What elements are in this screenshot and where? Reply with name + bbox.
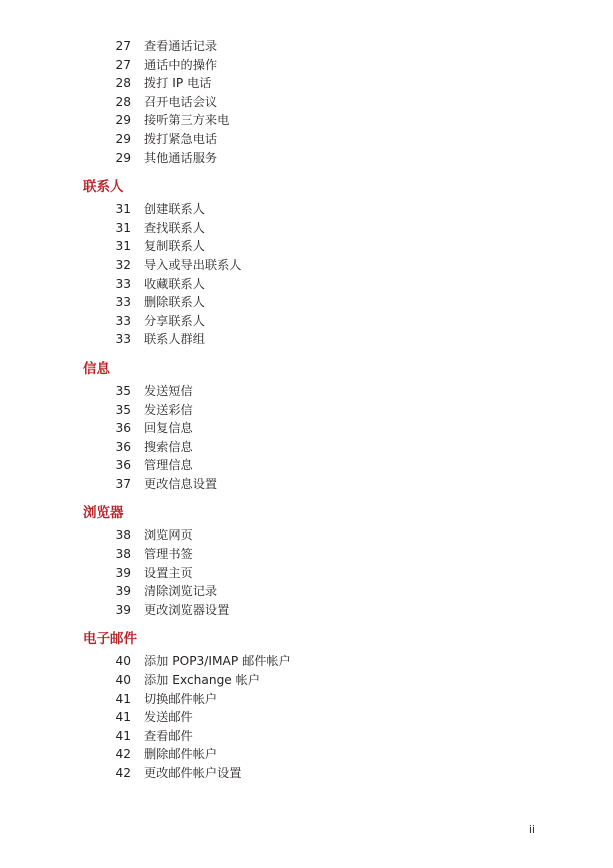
toc-entry-page: 33 [115, 295, 131, 310]
toc-entry[interactable] [0, 111, 613, 130]
toc-entry[interactable] [0, 256, 613, 275]
section-title[interactable]: 信息 [83, 360, 110, 377]
toc-entry-title: 分享联系人 [144, 313, 205, 328]
section-title[interactable]: 电子邮件 [83, 631, 137, 648]
toc-entry-page: 38 [115, 547, 131, 562]
toc-entry[interactable] [0, 56, 613, 75]
toc-section-browser [0, 502, 613, 619]
toc-entry[interactable] [0, 219, 613, 238]
toc-entry[interactable] [0, 526, 613, 545]
toc-entry-page: 35 [115, 383, 131, 398]
toc-entry-page: 41 [115, 691, 131, 706]
toc-entry-page: 29 [115, 113, 131, 128]
toc-entry[interactable] [0, 727, 613, 746]
toc-entry[interactable] [0, 401, 613, 420]
toc-entry-page: 39 [115, 584, 131, 599]
toc-entry-title: 发送彩信 [144, 402, 193, 417]
toc-entry-title: 联系人群组 [144, 332, 205, 347]
toc-entry-page: 40 [115, 654, 131, 669]
toc-entry-title: 添加 POP3/IMAP 邮件帐户 [144, 654, 291, 669]
toc-entry-title: 切换邮件帐户 [144, 691, 218, 706]
toc-entry-page: 36 [115, 439, 131, 454]
toc-entry-title: 导入或导出联系人 [144, 257, 242, 272]
toc-entry-title: 清除浏览记录 [144, 584, 218, 599]
toc-entry-page: 29 [115, 131, 131, 146]
toc-entry[interactable] [0, 582, 613, 601]
toc-entry[interactable] [0, 130, 613, 149]
toc-entry-title: 更改邮件帐户设置 [144, 766, 242, 780]
toc-entry[interactable] [0, 93, 613, 112]
toc-entry-page: 32 [115, 257, 131, 272]
toc-entry[interactable] [0, 690, 613, 709]
toc-entry-title: 接听第三方来电 [144, 113, 230, 128]
toc-entry-title: 搜索信息 [144, 439, 193, 454]
toc-entry-title: 召开电话会议 [144, 94, 218, 109]
section-title[interactable]: 浏览器 [83, 505, 124, 522]
toc-entry[interactable] [0, 671, 613, 690]
toc-entry-title: 发送邮件 [144, 710, 193, 725]
toc-entry-page: 36 [115, 421, 131, 436]
toc-entry[interactable] [0, 275, 613, 294]
toc-entry-page: 31 [115, 220, 131, 235]
toc-entry-page: 33 [115, 276, 131, 291]
toc-entry-title: 创建联系人 [144, 202, 205, 217]
toc-entry-page: 27 [115, 57, 131, 72]
toc-entry-page: 42 [115, 766, 131, 780]
toc-entry-title: 删除联系人 [144, 295, 205, 310]
toc-section-messages [0, 358, 613, 494]
toc-entry-page: 28 [115, 76, 131, 91]
toc-entry-title: 查找联系人 [144, 220, 205, 235]
toc-lead-group [0, 37, 613, 167]
toc-entry[interactable] [0, 419, 613, 438]
toc-entry-page: 28 [115, 94, 131, 109]
toc-entry-title: 发送短信 [144, 383, 193, 398]
toc-entry[interactable] [0, 312, 613, 331]
toc-entry-title: 复制联系人 [144, 239, 205, 254]
toc-entry-page: 27 [115, 39, 131, 53]
toc-entry-title: 更改浏览器设置 [144, 602, 230, 617]
toc-entry-title: 拨打 IP 电话 [144, 76, 212, 91]
toc-entry-page: 33 [115, 332, 131, 347]
toc-entry[interactable] [0, 764, 613, 783]
toc-entry[interactable] [0, 601, 613, 620]
section-title[interactable]: 联系人 [83, 179, 124, 196]
toc-entry-page: 29 [115, 150, 131, 165]
toc-entry-title: 删除邮件帐户 [144, 747, 218, 762]
toc-entry-page: 42 [115, 747, 131, 762]
toc-entry-page: 39 [115, 602, 131, 617]
toc-entry[interactable] [0, 237, 613, 256]
table-of-contents [0, 37, 613, 783]
toc-entry[interactable] [0, 475, 613, 494]
toc-entry[interactable] [0, 745, 613, 764]
toc-entry-page: 31 [115, 202, 131, 217]
toc-entry[interactable] [0, 652, 613, 671]
page-number: ii [528, 823, 535, 836]
toc-entry-title: 浏览网页 [144, 528, 193, 543]
toc-entry[interactable] [0, 200, 613, 219]
toc-entry-page: 39 [115, 565, 131, 580]
toc-entry-title: 通话中的操作 [144, 57, 218, 72]
toc-entry[interactable] [0, 708, 613, 727]
toc-entry[interactable] [0, 293, 613, 312]
toc-entry-page: 41 [115, 710, 131, 725]
toc-entry[interactable] [0, 149, 613, 168]
toc-section-email [0, 628, 613, 782]
toc-entry[interactable] [0, 37, 613, 56]
toc-entry-title: 更改信息设置 [144, 476, 218, 491]
toc-entry-title: 拨打紧急电话 [144, 131, 218, 146]
toc-entry-title: 管理信息 [144, 458, 193, 473]
toc-entry-page: 41 [115, 728, 131, 743]
toc-entry-title: 查看通话记录 [144, 39, 218, 53]
toc-entry[interactable] [0, 545, 613, 564]
toc-entry-title: 收藏联系人 [144, 276, 205, 291]
toc-entry[interactable] [0, 382, 613, 401]
toc-entry-page: 37 [115, 476, 131, 491]
toc-entry[interactable] [0, 74, 613, 93]
toc-entry-title: 设置主页 [144, 565, 193, 580]
toc-entry[interactable] [0, 330, 613, 349]
toc-entry-title: 查看邮件 [144, 728, 193, 743]
toc-entry-page: 40 [115, 673, 131, 688]
toc-entry-title: 添加 Exchange 帐户 [144, 673, 261, 688]
toc-entry-page: 35 [115, 402, 131, 417]
toc-entry[interactable] [0, 456, 613, 475]
toc-entry-title: 其他通话服务 [144, 150, 218, 165]
toc-entry-title: 回复信息 [144, 421, 193, 436]
toc-entry[interactable] [0, 564, 613, 583]
toc-entry[interactable] [0, 438, 613, 457]
toc-entry-page: 36 [115, 458, 131, 473]
toc-section-contacts [0, 176, 613, 349]
toc-entry-page: 38 [115, 528, 131, 543]
toc-entry-page: 33 [115, 313, 131, 328]
toc-entry-page: 31 [115, 239, 131, 254]
toc-entry-title: 管理书签 [144, 547, 193, 562]
